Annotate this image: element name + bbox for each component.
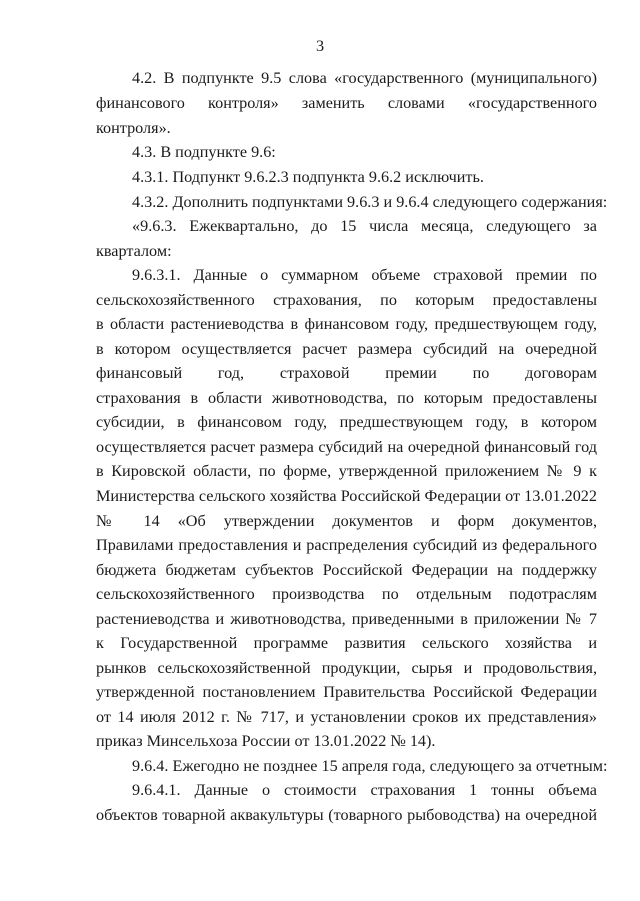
- text-line: сельскохозяйственного страхования, по которым предоставлены: [96, 291, 597, 309]
- text-line: финансового контроля» заменить словами «государственного: [96, 94, 597, 112]
- text-line: от 14 июля 2012 г. № 717, и установлении сроков их представления»: [96, 708, 597, 726]
- text-line: сельскохозяйственного производства по отдельным подотраслям: [96, 585, 597, 603]
- text-line: 9.6.3.1. Данные о суммарном объеме страховой премии по: [132, 266, 597, 284]
- text-line: бюджета бюджетам субъектов Российской Федерации на поддержку: [96, 561, 597, 579]
- page-number: 3: [315, 37, 325, 55]
- text-line: в Кировской области, по форме, утвержденной приложением № 9 к: [96, 462, 597, 480]
- text-line: к Государственной программе развития сельского хозяйства и: [96, 634, 597, 652]
- text-line: субсидии, в финансовом году, предшествующем году, в котором: [96, 413, 597, 431]
- text-line: рынков сельскохозяйственной продукции, сырья и продовольствия,: [96, 659, 597, 677]
- text-line: растениеводства и животноводства, приведенными в приложении № 7: [96, 610, 597, 628]
- text-line: контроля».: [96, 119, 171, 137]
- text-line: 4.3.1. Подпункт 9.6.2.3 подпункта 9.6.2 исключить.: [132, 168, 484, 186]
- text-line: в области растениеводства в финансовом году, предшествующем году,: [96, 315, 597, 333]
- text-line: Министерства сельского хозяйства Российской Федерации от 13.01.2022: [96, 487, 597, 505]
- text-line: в котором осуществляется расчет размера субсидий на очередной: [96, 340, 597, 358]
- text-line: 4.3. В подпункте 9.6:: [132, 143, 276, 161]
- text-line: Правилами предоставления и распределения субсидий из федерального: [96, 536, 597, 554]
- text-line: «9.6.3. Ежеквартально, до 15 числа месяца, следующего за: [132, 217, 597, 235]
- text-line: утвержденной постановлением Правительства Российской Федерации: [96, 683, 597, 701]
- text-line: объектов товарной аквакультуры (товарного рыбоводства) на очередной: [96, 806, 597, 824]
- text-line: финансовый год, страховой премии по договорам: [96, 364, 597, 382]
- text-line: страхования в области животноводства, по которым предоставлены: [96, 389, 597, 407]
- text-line: 4.3.2. Дополнить подпунктами 9.6.3 и 9.6.4 следующего содержания:: [132, 193, 608, 211]
- text-line: осуществляется расчет размера субсидий на очередной финансовый год: [96, 438, 597, 456]
- text-line: 4.2. В подпункте 9.5 слова «государственного (муниципального): [132, 69, 597, 87]
- text-line: 9.6.4.1. Данные о стоимости страхования 1 тонны объема: [132, 781, 597, 799]
- text-line: № 14 «Об утверждении документов и форм документов,: [96, 512, 597, 530]
- text-line: приказ Минсельхоза России от 13.01.2022 № 14).: [96, 732, 436, 750]
- text-line: 9.6.4. Ежегодно не позднее 15 апреля года, следующего за отчетным:: [132, 757, 608, 775]
- text-line: кварталом:: [96, 242, 172, 260]
